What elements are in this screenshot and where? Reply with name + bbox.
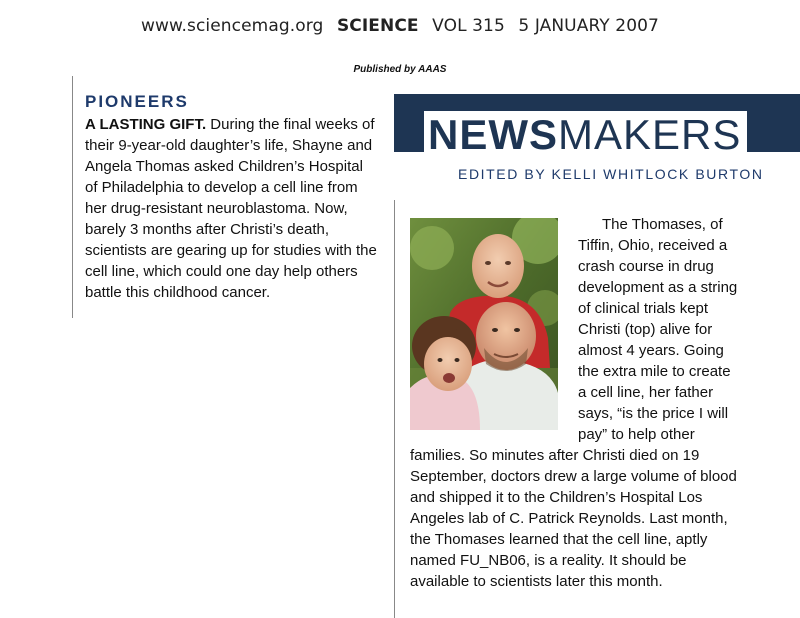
photo-wrap-space: [410, 214, 578, 434]
left-column-rule: [72, 76, 73, 318]
right-column-rule: [394, 200, 395, 618]
pioneers-lead: A LASTING GIFT.: [85, 116, 207, 133]
journal-name: SCIENCE: [336, 16, 419, 36]
pioneers-body: During the final weeks of their 9-year-old daughter’s life, Shayne and Angela Thomas asked Children’s Hospital of Philadelphia to develop a cell line from her drug-resistant neuroblastoma. Now, barely 3 months after Christi’s death, scientists are gearing up for studies with the cell line, which could one day help others battle this childhood cancer.: [85, 116, 377, 301]
journal-url: www.sciencemag.org: [141, 16, 324, 36]
pioneers-heading: PIONEERS: [85, 92, 189, 111]
journal-volume: VOL 315: [432, 16, 505, 36]
newsmakers-title: [424, 111, 747, 159]
issue-date: 5 JANUARY 2007: [518, 16, 659, 36]
pioneers-text: [85, 114, 377, 303]
newsmakers-title-light: MAKERS: [558, 111, 742, 158]
article-text: [410, 214, 742, 592]
page-header: [0, 16, 800, 40]
publisher-line: Published by AAAS: [353, 64, 447, 75]
article-body: The Thomases, of Tiffin, Ohio, received a crash course in drug development as a string of clinical trials kept Christi (top) alive for almost 4 years. Going the extra mile to create a cell line, her father says, “is the price I will pay” to help other families. So minutes after Christi died on 19 September, doctors drew a large volume of blood and shipped it to the Children’s Hospital Los Angeles lab of C. Patrick Reynolds. Last month, the Thomases learned that the cell line, aptly named FU_NB06, is a reality. It should be available to scientists later this month.: [410, 216, 738, 590]
newsmakers-title-bold: NEWS: [428, 111, 558, 158]
editor-credit: EDITED BY KELLI WHITLOCK BURTON: [458, 166, 764, 182]
